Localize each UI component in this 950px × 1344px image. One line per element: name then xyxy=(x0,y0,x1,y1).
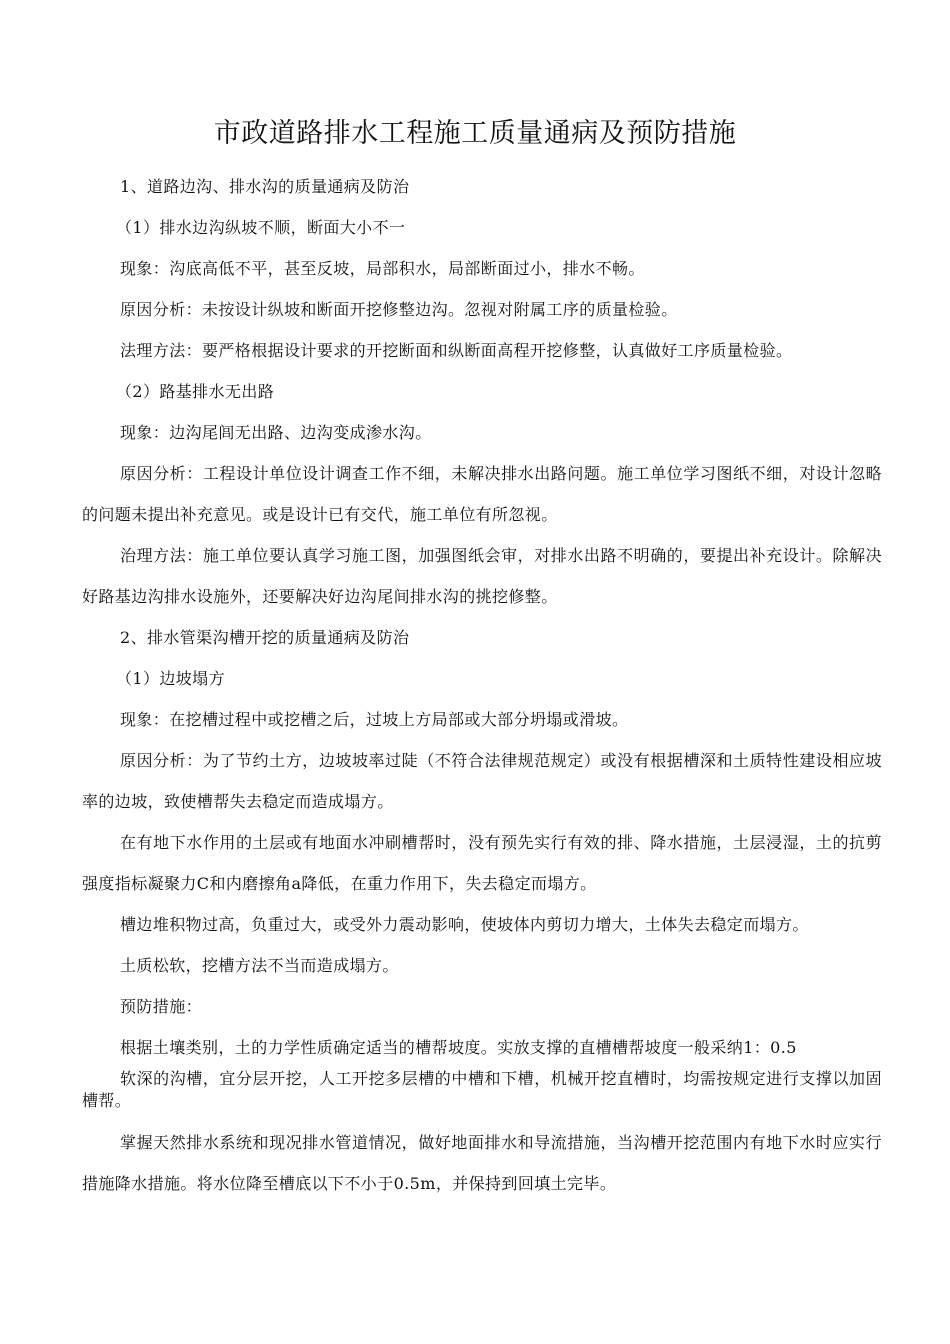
paragraph-method-1: 法理方法：要严格根据设计要求的开挖断面和纵断面高程开挖修整，认真做好工序质量检验。 xyxy=(120,341,793,360)
subsection-heading-1-2: （2）路基排水无出路 xyxy=(116,382,275,401)
paragraph-cause-load: 槽边堆积物过高，负重过大，或受外力震动影响，使坡体内剪切力增大，土体失去稳定而塌方。 xyxy=(120,915,809,934)
paragraph-prevention-drainage: 掌握天然排水系统和现况排水管道情况，做好地面排水和导流措施，当沟槽开挖范围内有地下水时应实行措施降水措施。将水位降至槽底以下不小于0.5m，并保持到回填土完毕。 xyxy=(82,1133,882,1193)
document-title: 市政道路排水工程施工质量通病及预防措施 xyxy=(213,118,737,149)
paragraph-method-2: 治理方法：施工单位要认真学习施工图，加强图纸会审，对排水出路不明确的，要提出补充设计。除解决好路基边沟排水设施外，还要解决好边沟尾间排水沟的挑挖修整。 xyxy=(82,546,882,606)
paragraph-prevention-layered: 软深的沟槽，宜分层开挖，人工开挖多层槽的中槽和下槽，机械开挖直槽时，均需按规定进行支撑以加固槽帮。 xyxy=(82,1069,882,1110)
paragraph-phenomenon-1: 现象：沟底高低不平，甚至反坡，局部积水，局部断面过小，排水不畅。 xyxy=(120,259,645,278)
paragraph-cause-1: 原因分析：未按设计纵坡和断面开挖修整边沟。忽视对附属工序的质量检验。 xyxy=(120,300,678,319)
paragraph-cause-soil: 土质松软，挖槽方法不当而造成塌方。 xyxy=(120,956,399,975)
paragraph-phenomenon-2: 现象：边沟尾闾无出路、边沟变成渗水沟。 xyxy=(120,423,432,442)
section-heading-1: 1、道路边沟、排水沟的质量通病及防治 xyxy=(120,177,410,196)
paragraph-phenomenon-3: 现象：在挖槽过程中或挖槽之后，过坡上方局部或大部分坍塌或滑坡。 xyxy=(120,710,629,729)
subsection-heading-1-1: （1）排水边沟纵坡不顺，断面大小不一 xyxy=(116,218,406,237)
paragraph-prevention-heading: 预防措施： xyxy=(120,997,203,1016)
paragraph-prevention-slope: 根据土壤类别，土的力学性质确定适当的槽帮坡度。实放支撑的直槽槽帮坡度一般采纳1：0.5 xyxy=(120,1038,797,1057)
subsection-heading-2-1: （1）边坡塌方 xyxy=(116,669,225,688)
section-heading-2: 2、排水管渠沟槽开挖的质量通病及防治 xyxy=(120,628,410,647)
paragraph-cause-groundwater: 在有地下水作用的土层或有地面水冲刷槽帮时，没有预先实行有效的排、降水措施，土层浸湿，土的抗剪强度指标凝聚力C和内磨擦角a降低，在重力作用下，失去稳定而塌方。 xyxy=(82,833,882,893)
document-body xyxy=(82,166,882,1204)
paragraph-cause-3: 原因分析：为了节约土方，边坡坡率过陡（不符合法律规范规定）或没有根据槽深和土质特性建设相应坡率的边坡，致使槽帮失去稳定而造成塌方。 xyxy=(82,751,882,811)
paragraph-cause-2: 原因分析：工程设计单位设计调查工作不细，未解决排水出路问题。施工单位学习图纸不细，对设计忽略的问题未提出补充意见。或是设计已有交代，施工单位有所忽视。 xyxy=(82,464,882,524)
